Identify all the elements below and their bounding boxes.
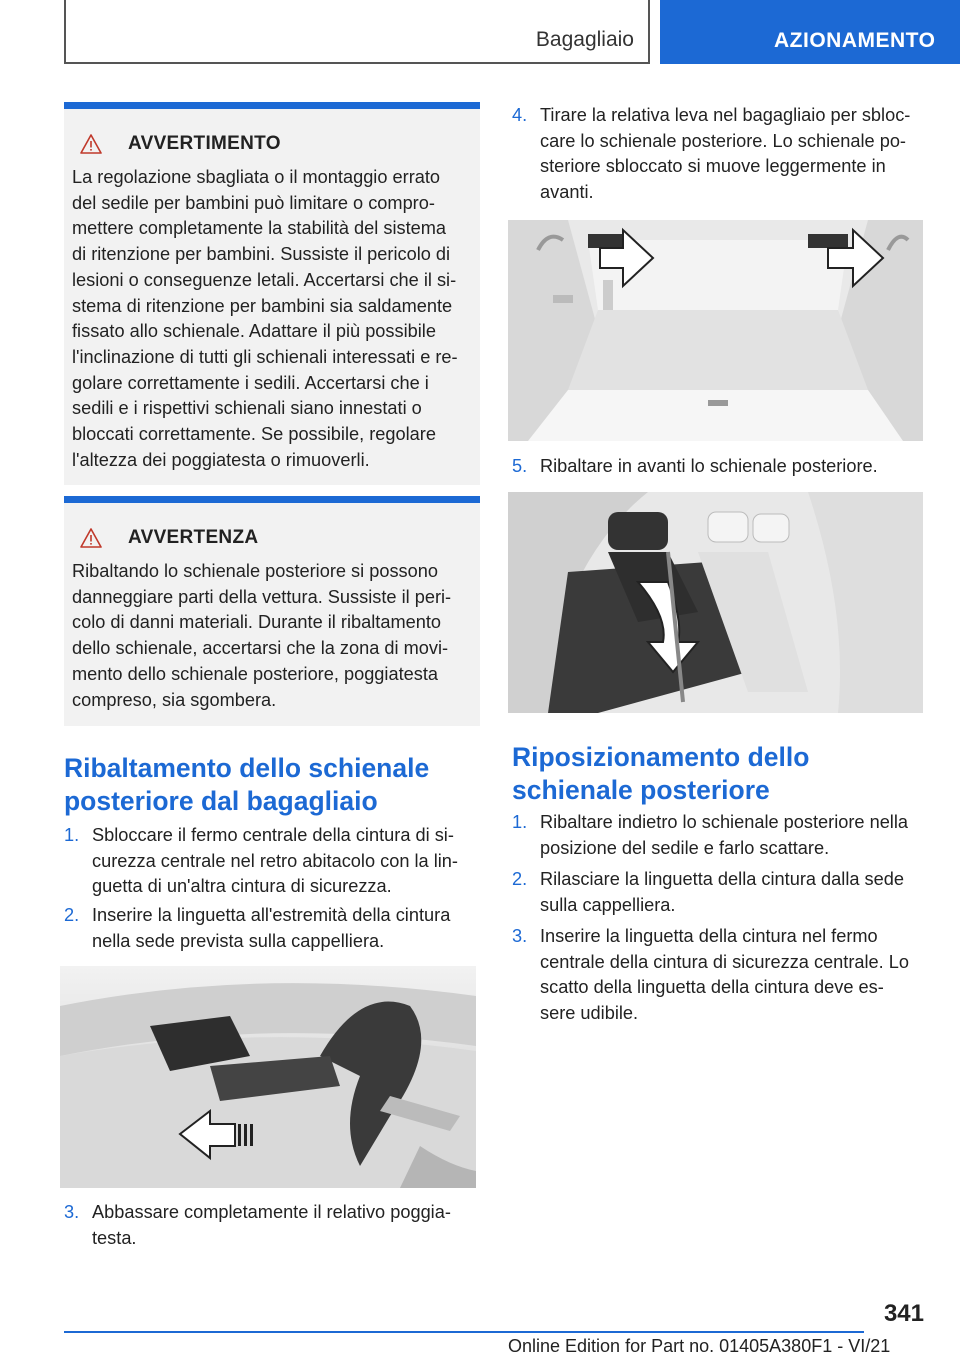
warning-triangle-icon — [80, 528, 102, 548]
step-number: 2. — [512, 869, 528, 889]
section-1-step-4 — [512, 103, 910, 206]
section-1-step-3 — [64, 1200, 451, 1251]
footer-divider — [64, 1331, 864, 1333]
warning-2-title: AVVERTENZA — [128, 527, 259, 548]
section-2-step-1 — [512, 810, 908, 861]
step-number: 3. — [512, 926, 528, 946]
warning-1-line: fissato allo schienale. Adattare il più possibile — [72, 321, 436, 342]
section-2-heading-line: schienale posteriore — [512, 775, 770, 805]
step-text-line: avanti. — [540, 182, 594, 203]
step-text-line: posizione del sedile e farlo scattare. — [540, 837, 830, 858]
warning-1-line: La regolazione sbagliata o il montaggio errato — [72, 167, 441, 187]
warning-1-title-row — [72, 133, 470, 155]
step-number: 1. — [512, 812, 528, 832]
warning-1-line: di ritenzione per bambini. Sussiste il pericolo di — [72, 244, 451, 265]
step-number: 3. — [64, 1202, 80, 1222]
step-text-line: Ribaltare in avanti lo schienale posteriore. — [540, 456, 878, 476]
step-text-line: Ribaltare indietro lo schienale posteriore nella — [540, 812, 909, 832]
header-section-box — [64, 0, 650, 64]
step-number: 4. — [512, 105, 528, 125]
warning-2-line: Ribaltando lo schienale posteriore si possono — [72, 561, 438, 581]
figure-parcel-shelf-belt — [60, 966, 476, 1188]
warning-2-title-row — [72, 527, 470, 549]
section-1-heading-line: Ribaltamento dello schienale — [64, 753, 430, 783]
header-chapter-title: AZIONAMENTO — [774, 29, 936, 52]
step-number: 1. — [64, 825, 80, 845]
warning-box-2 — [64, 496, 480, 726]
warning-1-line: del sedile per bambini può limitare o compro- — [72, 192, 435, 213]
warning-2-body — [72, 559, 470, 713]
step-text-line: scatto della linguetta della cintura deve es- — [540, 977, 884, 998]
warning-1-line: l'altezza dei poggiatesta o rimuoverli. — [72, 449, 370, 470]
section-2-step-3 — [512, 924, 909, 1027]
warning-2-line: mento dello schienale posteriore, poggiatesta — [72, 663, 439, 684]
warning-2-line: danneggiare parti della vettura. Sussiste il peri- — [72, 586, 452, 607]
section-2-heading-line: Riposizionamento dello — [512, 742, 810, 772]
step-text-line: testa. — [92, 1227, 137, 1248]
warning-2-line: dello schienale, accertarsi che la zona di movi- — [72, 638, 449, 659]
step-text-line: Abbassare completamente il relativo poggia- — [92, 1202, 451, 1222]
warning-1-line: golare correttamente i sedili. Accertarsi che i — [72, 372, 429, 393]
step-number: 2. — [64, 905, 80, 925]
warning-1-line: mettere completamente la stabilità del sistema — [72, 218, 447, 239]
page-number: 341 — [883, 1300, 924, 1327]
section-2-heading — [512, 741, 809, 807]
warning-1-line: l'inclinazione di tutti gli schienali interessati e re- — [72, 346, 458, 367]
step-text-line: guetta di un'altra cintura di sicurezza. — [92, 876, 392, 897]
step-text-line: Tirare la relativa leva nel bagagliaio per sbloc- — [540, 105, 911, 125]
step-text-line: Inserire la linguetta all'estremità della cintura — [92, 905, 451, 925]
warning-2-line: compreso, sia sgombera. — [72, 689, 277, 710]
figure-rear-seat-folding — [508, 492, 923, 713]
step-text-line: Rilasciare la linguetta della cintura dalla sede — [540, 869, 904, 889]
step-text-line: sere udibile. — [540, 1003, 639, 1024]
section-1-heading — [64, 752, 429, 818]
warning-1-body — [72, 165, 470, 473]
step-text-line: centrale della cintura di sicurezza centrale. Lo — [540, 951, 909, 972]
step-text-line: curezza centrale nel retro abitacolo con la lin- — [92, 850, 458, 871]
step-text-line: care lo schienale posteriore. Lo schienale po- — [540, 130, 906, 151]
step-text-line: steriore sbloccato si muove leggermente in — [540, 156, 886, 177]
step-text-line: sulla cappelliera. — [540, 894, 676, 915]
figure-trunk-release-levers — [508, 220, 923, 441]
section-2-step-2 — [512, 867, 904, 918]
footer-edition: Online Edition for Part no. 01405A380F1 - VI/21 — [508, 1336, 891, 1356]
step-text-line: nella sede prevista sulla cappelliera. — [92, 930, 385, 951]
warning-triangle-icon — [80, 134, 102, 154]
warning-1-line: bloccati correttamente. Se possibile, regolare — [72, 424, 436, 445]
warning-1-title: AVVERTIMENTO — [128, 133, 281, 154]
section-1-step-1 — [64, 823, 458, 900]
warning-box-1 — [64, 102, 480, 485]
warning-1-line: stema di ritenzione per bambini sia saldamente — [72, 295, 453, 316]
warning-1-line: lesioni o conseguenze letali. Accertarsi che il si- — [72, 269, 457, 290]
warning-2-line: colo di danni materiali. Durante il ribaltamento — [72, 612, 441, 633]
section-1-heading-line: posteriore dal bagagliaio — [64, 786, 378, 816]
warning-1-line: sedili e i rispettivi schienali siano innestati o — [72, 398, 422, 419]
step-number: 5. — [512, 456, 528, 476]
step-text-line: Sbloccare il fermo centrale della cintura di si- — [92, 825, 454, 845]
header-section-title: Bagagliaio — [535, 28, 634, 51]
section-1-step-2 — [64, 903, 450, 954]
section-1-step-5 — [512, 454, 878, 480]
header-chapter-tab — [660, 0, 960, 64]
step-text-line: Inserire la linguetta della cintura nel fermo — [540, 926, 878, 946]
